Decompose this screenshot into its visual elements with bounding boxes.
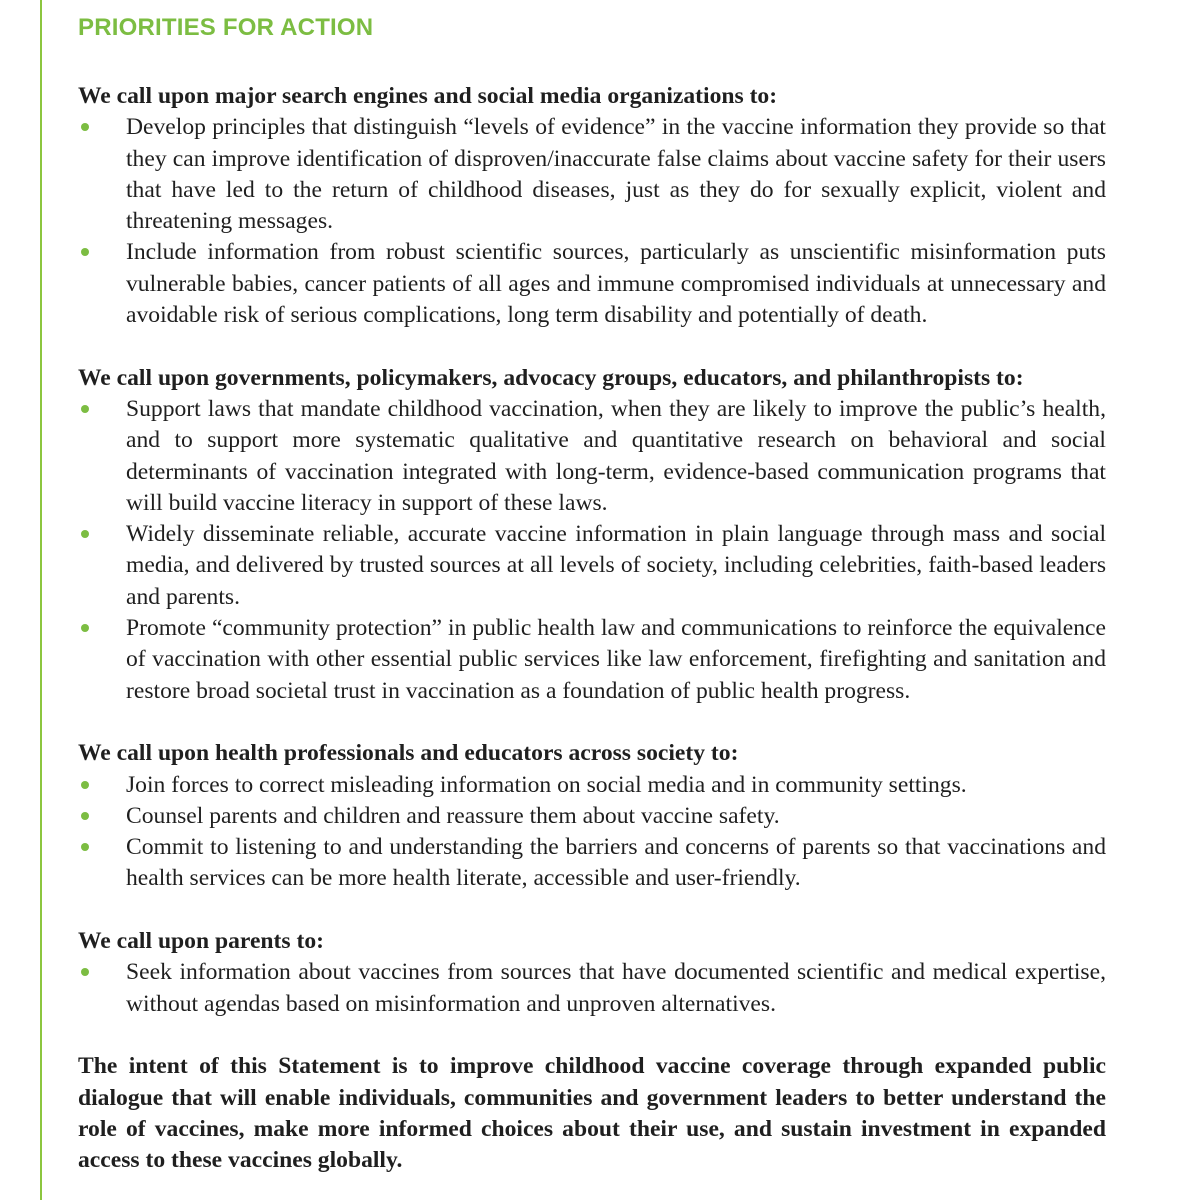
section-health-professionals [78, 738, 1106, 894]
bullet-dot-icon [81, 123, 89, 131]
bullet-list [78, 770, 1106, 895]
bullet-dot-icon [81, 248, 89, 256]
bullet-dot-icon [81, 530, 89, 538]
list-item: Widely disseminate reliable, accurate vaccine information in plain language through mass and social media, and delivered by trusted sources at all levels of society, including celebrities, faith-based leaders and parents. [78, 519, 1106, 613]
list-item: Join forces to correct misleading information on social media and in community settings. [78, 770, 1106, 801]
section-governments [78, 363, 1106, 707]
document-body [78, 81, 1106, 1176]
list-item: Support laws that mandate childhood vaccination, when they are likely to improve the public’s health, and to support more systematic qualitative and quantitative research on behavioral and social determinants of vaccination integrated with long-term, evidence-based communication programs that will build vaccine literacy in support of these laws. [78, 394, 1106, 519]
list-item: Develop principles that distinguish “levels of evidence” in the vaccine information they provide so that they can improve identification of disproven/inaccurate false claims about vaccine safety for their users that have led to the return of childhood diseases, just as they do for sexually explicit, violent and threatening messages. [78, 112, 1106, 237]
bullet-dot-icon [81, 405, 89, 413]
bullet-dot-icon [81, 812, 89, 820]
bullet-dot-icon [81, 624, 89, 632]
section-title: We call upon parents to: [78, 928, 325, 955]
list-item: Commit to listening to and understanding the barriers and concerns of parents so that vaccinations and health services can be more health literate, accessible and user-friendly. [78, 832, 1106, 895]
page-heading: PRIORITIES FOR ACTION [78, 14, 374, 41]
list-item: Include information from robust scientific sources, particularly as unscientific misinformation puts vulnerable babies, cancer patients of all ages and immune compromised individuals at unnecessary and avoidable risk of serious complications, long term disability and potentially of death. [78, 237, 1106, 331]
section-title: We call upon health professionals and educators across society to: [78, 740, 739, 767]
bullet-dot-icon [81, 843, 89, 851]
bullet-list [78, 957, 1106, 1020]
closing-statement: The intent of this Statement is to improve childhood vaccine coverage through expanded public dialogue that will enable individuals, communities and government leaders to better understand the role of vaccines, make more informed choices about their use, and sustain investment in expanded access to these vaccines globally. [78, 1053, 1106, 1174]
bullet-dot-icon [81, 968, 89, 976]
list-item: Seek information about vaccines from sources that have documented scientific and medical expertise, without agendas based on misinformation and unproven alternatives. [78, 957, 1106, 1020]
bullet-list [78, 112, 1106, 331]
green-margin-rule [40, 0, 42, 1200]
section-search-engines [78, 81, 1106, 331]
section-parents [78, 926, 1106, 1020]
list-item: Counsel parents and children and reassure them about vaccine safety. [78, 801, 1106, 832]
section-title: We call upon governments, policymakers, advocacy groups, educators, and philanthropists to: [78, 364, 1024, 391]
bullet-list [78, 394, 1106, 707]
section-title: We call upon major search engines and social media organizations to: [78, 83, 778, 109]
list-item: Promote “community protection” in public health law and communications to reinforce the equivalence of vaccination with other essential public services like law enforcement, firefighting and sanitation and restore broad societal trust in vaccination as a foundation of public health progress. [78, 613, 1106, 707]
bullet-dot-icon [81, 781, 89, 789]
